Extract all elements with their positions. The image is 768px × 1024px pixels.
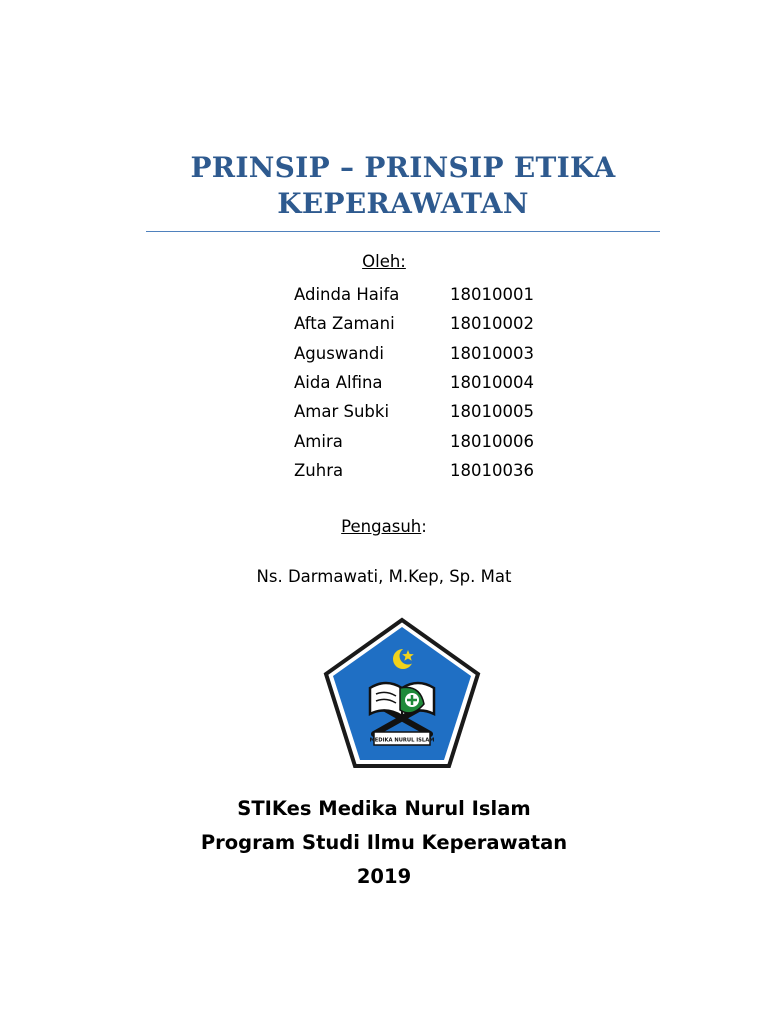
logo-banner-text: MEDIKA NURUL ISLAM — [369, 737, 435, 744]
advisor-heading — [0, 517, 768, 536]
authors-heading — [0, 252, 768, 271]
author-id: 18010004 — [450, 373, 534, 393]
program-name: Program Studi Ilmu Keperawatan — [200, 831, 568, 854]
author-id: 18010006 — [450, 431, 534, 451]
author-row — [294, 368, 534, 397]
author-row — [294, 280, 534, 309]
author-id: 18010036 — [450, 460, 534, 480]
institution-logo — [322, 616, 482, 770]
title-line-1: PRINSIP – PRINSIP ETIKA — [190, 151, 616, 184]
author-row — [294, 426, 534, 455]
document-title — [146, 150, 660, 222]
author-name: Aguswandi — [294, 343, 384, 363]
title-line-2: KEPERAWATAN — [277, 187, 529, 220]
institution-name: STIKes Medika Nurul Islam — [237, 797, 531, 820]
author-name: Amar Subki — [294, 402, 390, 422]
author-name: Amira — [294, 431, 343, 451]
pengasuh-label: Pengasuh — [341, 517, 422, 536]
author-id: 18010003 — [450, 343, 534, 363]
author-row — [294, 397, 534, 426]
year: 2019 — [356, 865, 412, 888]
author-name: Adinda Haifa — [294, 285, 400, 305]
author-row — [294, 309, 534, 338]
oleh-label: Oleh: — [362, 252, 406, 271]
authors-list — [294, 280, 534, 485]
author-name: Zuhra — [294, 460, 344, 480]
author-name: Aida Alfina — [294, 373, 383, 393]
author-id: 18010001 — [450, 285, 534, 305]
author-row — [294, 456, 534, 485]
pengasuh-colon: : — [421, 517, 427, 536]
author-name: Afta Zamani — [294, 314, 395, 334]
institution-footer — [0, 792, 768, 894]
title-divider — [146, 231, 660, 232]
advisor-name: Ns. Darmawati, M.Kep, Sp. Mat — [256, 567, 512, 586]
author-id: 18010005 — [450, 402, 534, 422]
author-row — [294, 339, 534, 368]
author-id: 18010002 — [450, 314, 534, 334]
